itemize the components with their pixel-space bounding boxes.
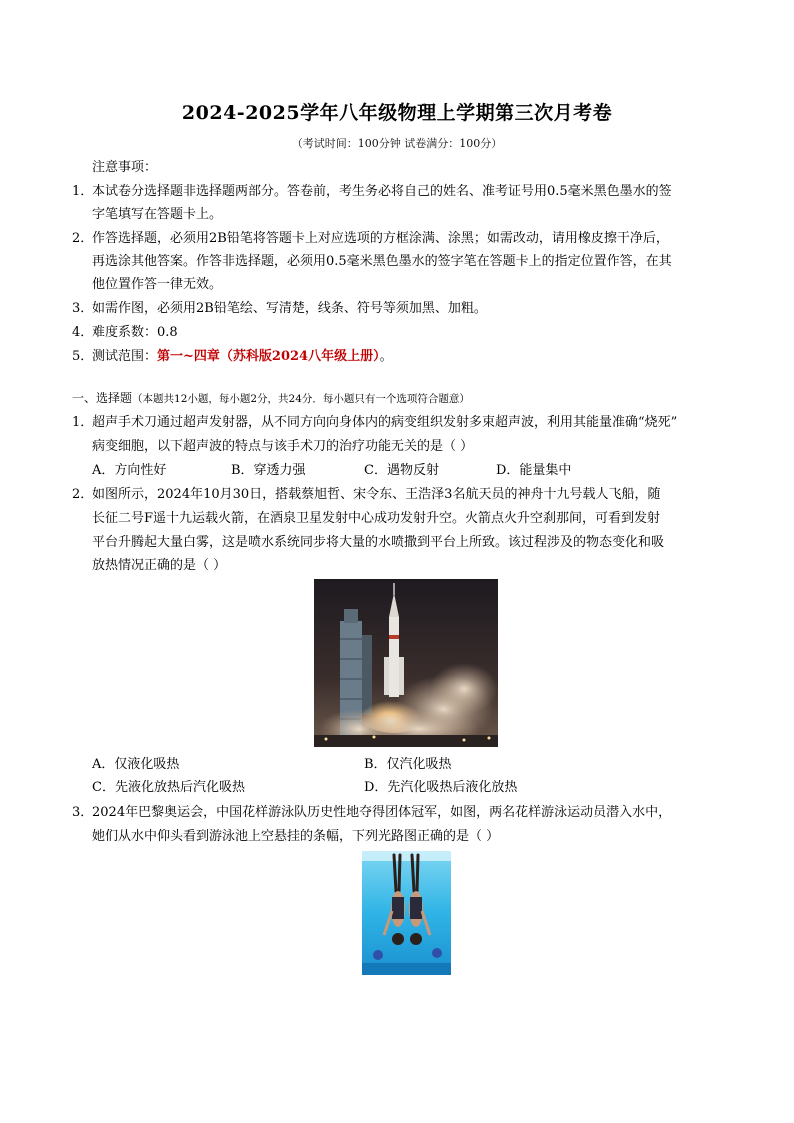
notice-item-1-number: 1． — [72, 184, 94, 199]
notice-item-1-line-1: 本试卷分选择题非选择题两部分。答卷前，考生务必将自己的姓名、准考证号用0.5毫米黑色墨水的签 — [92, 184, 672, 199]
question-1-option-a[interactable]: A．方向性好 — [92, 463, 167, 478]
question-3-number: 3． — [72, 805, 94, 820]
question-2-option-b[interactable]: B．仅汽化吸热 — [364, 757, 452, 772]
question-2-number: 2． — [72, 487, 94, 502]
question-3-line-2: 她们从水中仰头看到游泳池上空悬挂的条幅，下列光路图正确的是（ ） — [92, 829, 500, 844]
notice-item-3-line-1: 如需作图，必须用2B铅笔绘、写清楚，线条、符号等须加黑、加粗。 — [92, 301, 487, 316]
section-label: 一、选择题 — [72, 391, 133, 405]
notice-item-2-line-3: 他位置作答一律无效。 — [92, 277, 223, 292]
notice-item-5-number: 5． — [72, 349, 94, 364]
question-2-option-a[interactable]: A．仅液化吸热 — [92, 757, 180, 772]
question-2-line-3: 平台升腾起大量白雾，这是喷水系统同步将大量的水喷撒到平台上所致。该过程涉及的物态变化和吸 — [92, 535, 665, 550]
question-1-option-c[interactable]: C．遇物反射 — [364, 463, 439, 478]
exam-subtitle: （考试时间：100分钟 试卷满分：100分） — [291, 137, 503, 150]
rocket-launch-photo — [314, 579, 498, 747]
question-1-number: 1． — [72, 415, 94, 430]
question-1-option-b[interactable]: B．穿透力强 — [231, 463, 306, 478]
question-2-option-c[interactable]: C．先液化放热后汽化吸热 — [92, 780, 245, 795]
question-2-line-1: 如图所示，2024年10月30日，搭载蔡旭哲、宋令东、王浩泽3名航天员的神舟十九号载人飞船，随 — [92, 487, 661, 502]
notice-item-3-number: 3． — [72, 301, 94, 316]
test-scope-suffix: 。 — [379, 349, 393, 364]
section-heading — [72, 388, 470, 409]
notice-item-4-number: 4． — [72, 325, 94, 340]
synchronized-swimmers-photo — [362, 851, 451, 975]
notice-item-2-number: 2． — [72, 231, 94, 246]
question-2-option-d[interactable]: D．先汽化吸热后液化放热 — [364, 780, 518, 795]
question-1-line-2: 病变细胞，以下超声波的特点与该手术刀的治疗功能无关的是（ ） — [92, 439, 474, 454]
test-scope-label: 测试范围： — [92, 349, 158, 364]
question-2-line-4: 放热情况正确的是（ ） — [92, 558, 227, 573]
question-1-line-1: 超声手术刀通过超声发射器，从不同方向向身体内的病变组织发射多束超声波，利用其能量准确“烧死” — [92, 415, 678, 430]
exam-title: 2024-2025学年八年级物理上学期第三次月考卷 — [181, 102, 613, 124]
notice-item-2-line-2: 再选涂其他答案。作答非选择题，必须用0.5毫米黑色墨水的签字笔在答题卡上的指定位置作答，在其 — [92, 254, 672, 269]
question-1-option-d[interactable]: D．能量集中 — [496, 463, 572, 478]
notice-item-2-line-1: 作答选择题，必须用2B铅笔将答题卡上对应选项的方框涂满、涂黑；如需改动，请用橡皮擦干净后， — [92, 231, 669, 246]
notice-item-5-line — [92, 347, 732, 367]
question-3-line-1: 2024年巴黎奥运会，中国花样游泳队历史性地夺得团体冠军，如图，两名花样游泳运动员潜入水中， — [92, 805, 672, 820]
notice-item-1-line-2: 字笔填写在答题卡上。 — [92, 207, 223, 222]
notice-heading: 注意事项： — [92, 160, 158, 175]
notice-item-4-line-1: 难度系数：0.8 — [92, 325, 178, 340]
section-note: （本题共12小题，每小题2分，共24分．每小题只有一个选项符合题意） — [132, 393, 470, 405]
question-2-line-2: 长征二号F遥十九运载火箭，在酒泉卫星发射中心成功发射升空。火箭点火升空刹那间，可看到发射 — [92, 511, 661, 526]
test-scope-highlight: 第一~四章（苏科版2024八年级上册） — [157, 349, 380, 364]
